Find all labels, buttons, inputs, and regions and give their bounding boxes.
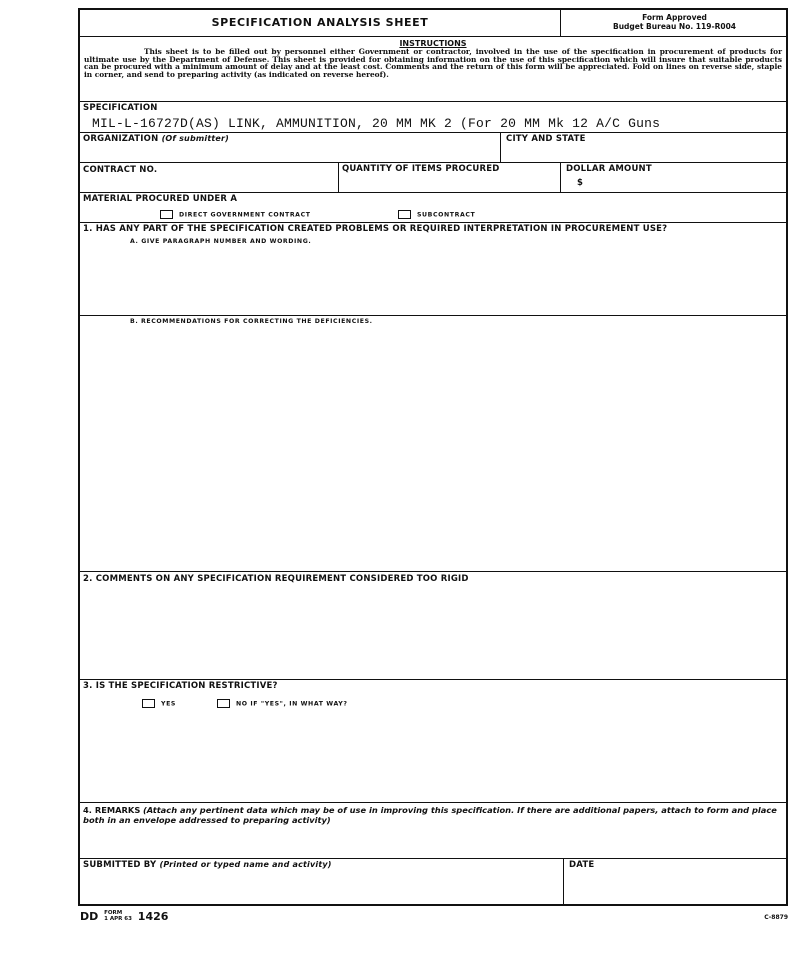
dollar-amount-field[interactable] [585,176,785,192]
question-1a: A. GIVE PARAGRAPH NUMBER AND WORDING. [130,238,312,245]
submitted-by-label [83,860,332,870]
form-number-value: 1426 [137,910,169,923]
date-label: DATE [569,860,595,870]
dd-mark: DD [80,910,99,923]
form-code: C-8879 [764,914,788,921]
divider [560,162,561,192]
quantity-field[interactable] [340,176,560,192]
remarks-heading [83,805,783,825]
divider [500,132,501,162]
instructions-text: This sheet is to be filled out by personnel either Government or contractor, involved in the use of the specification in procurement of products for ultimate use by the Department of Defense. This sheet is provided for obtaining information on the use of this specification which will insure that suitable products can be procured with a minimum amount of delay and at the least cost. Comments and the return of this form will be appreciated. Fold on lines on reverse side, staple in corner, and send to preparing activity (as indicated on reverse hereof). [84,47,782,79]
form-word: FORM [104,910,123,916]
organization-label [83,134,229,144]
specification-analysis-form [78,8,788,906]
header-divider [560,10,561,36]
direct-contract-label: DIRECT GOVERNMENT CONTRACT [179,211,311,219]
divider [80,222,786,223]
restrictive-yes-option[interactable] [142,699,176,708]
restrictive-no-option[interactable] [217,699,348,708]
divider [80,192,786,193]
restrictive-no-label: NO IF "YES", IN WHAT WAY? [236,700,348,708]
material-procured-label: MATERIAL PROCURED UNDER A [83,194,238,204]
organization-field[interactable] [80,144,500,162]
question-3: 3. IS THE SPECIFICATION RESTRICTIVE? [83,681,278,691]
divider [338,162,339,192]
form-date-block [104,910,132,922]
question-3-field[interactable] [80,712,786,800]
form-date: 1 APR 63 [104,916,132,922]
submitted-by-field[interactable] [80,872,563,904]
subcontract-option[interactable] [398,210,475,219]
divider [80,802,786,803]
specification-label: SPECIFICATION [83,103,158,113]
organization-label-text: ORGANIZATION [83,134,159,144]
divider [80,315,786,316]
restrictive-no-checkbox[interactable] [217,699,230,708]
date-field[interactable] [565,872,786,904]
city-state-label: CITY AND STATE [506,134,586,144]
approved-line-2: Budget Bureau No. 119-R004 [612,22,737,31]
divider [80,679,786,680]
submitted-by-hint: (Printed or typed name and activity) [159,860,332,869]
approval-block [563,13,786,31]
quantity-label: QUANTITY OF ITEMS PROCURED [342,164,500,174]
divider [80,571,786,572]
remarks-field[interactable] [80,828,786,856]
subcontract-label: SUBCONTRACT [417,211,476,219]
remarks-label: 4. REMARKS [83,805,141,815]
dollar-amount-label: DOLLAR AMOUNT [566,164,652,174]
direct-contract-checkbox[interactable] [160,210,173,219]
restrictive-yes-label: YES [161,700,176,708]
approved-line-1: Form Approved [642,13,707,22]
question-1b-field[interactable] [80,328,786,568]
divider [563,858,564,904]
contract-no-label: CONTRACT NO. [83,165,158,175]
form-number [80,910,168,923]
question-1: 1. HAS ANY PART OF THE SPECIFICATION CREATED PROBLEMS OR REQUIRED INTERPRETATION IN PROCUREMENT USE? [83,224,668,234]
divider [80,101,786,102]
divider [80,858,786,859]
direct-contract-option[interactable] [160,210,311,219]
divider [80,36,786,37]
question-2-field[interactable] [80,586,786,676]
divider [80,132,786,133]
subcontract-checkbox[interactable] [398,210,411,219]
contract-no-field[interactable] [80,176,338,192]
instructions-heading: INSTRUCTIONS [399,39,467,48]
divider [80,162,786,163]
form-title: SPECIFICATION ANALYSIS SHEET [211,16,429,29]
question-2: 2. COMMENTS ON ANY SPECIFICATION REQUIREMENT CONSIDERED TOO RIGID [83,574,469,584]
city-state-field[interactable] [502,144,788,162]
organization-hint: (Of submitter) [161,134,230,143]
dollar-sign: $ [577,178,584,188]
restrictive-yes-checkbox[interactable] [142,699,155,708]
remarks-hint: (Attach any pertinent data which may be of use in improving this specification. If there are additional papers, attach to form and place both in an envelope addressed to preparing activity) [83,805,777,825]
question-1a-field[interactable] [80,248,786,314]
question-1b: B. RECOMMENDATIONS FOR CORRECTING THE DEFICIENCIES. [130,318,373,325]
submitted-by-label-text: SUBMITTED BY [83,860,157,870]
specification-value[interactable]: MIL-L-16727D(AS) LINK, AMMUNITION, 20 MM MK 2 (For 20 MM Mk 12 A/C Guns [92,116,661,131]
